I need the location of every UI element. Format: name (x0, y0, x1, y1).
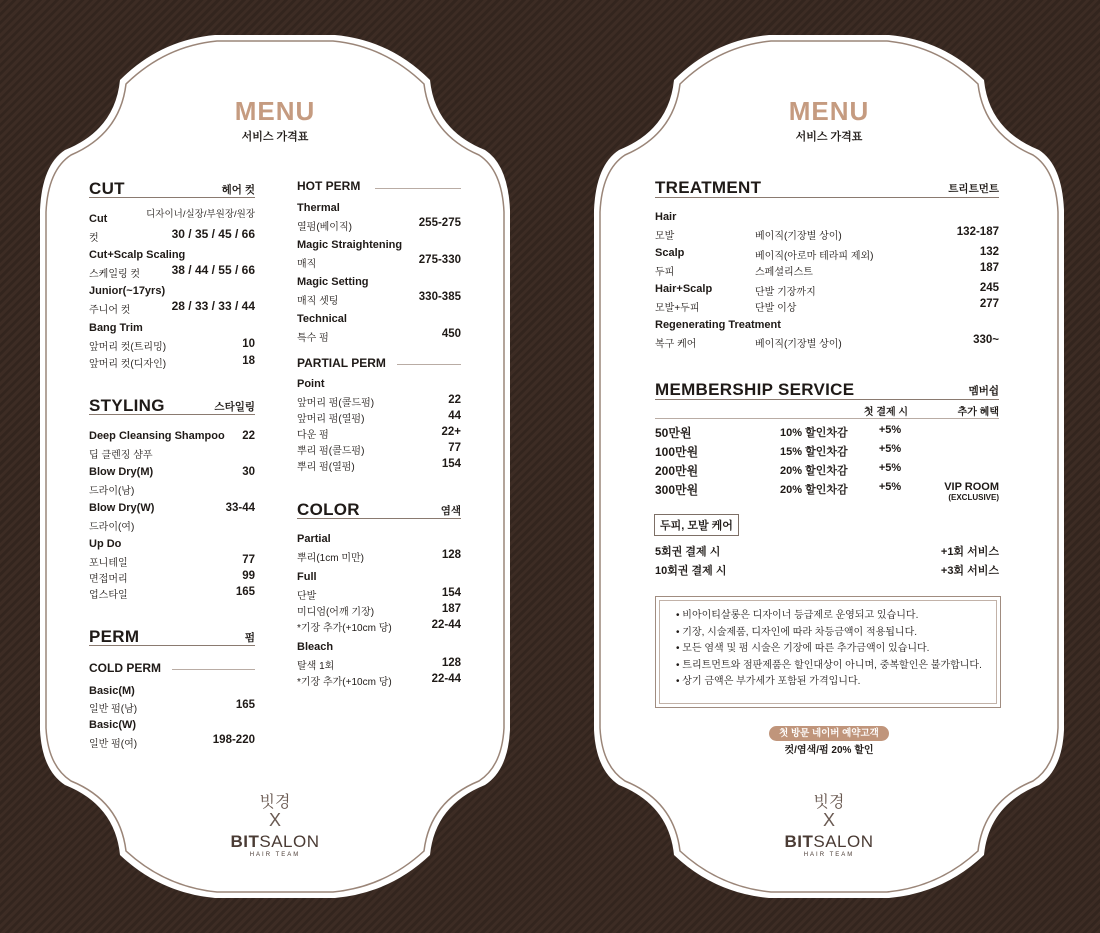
divider (89, 414, 255, 415)
item-kr: 앞머리 펌(콜드펌) (297, 398, 375, 409)
item-price: 44 (448, 410, 461, 422)
hot-perm-heading: HOT PERM (297, 179, 361, 193)
item-price: 38 / 44 / 55 / 66 (171, 263, 255, 277)
cut-heading: CUT (89, 179, 125, 198)
care-option: 10회권 결제 시 (655, 565, 727, 577)
menu-title: MENU (788, 96, 870, 126)
item-kr: 열펌(베이직) (297, 222, 352, 233)
care-benefit: +1회 서비스 (940, 546, 999, 558)
menu-subtitle: 서비스 가격표 (241, 131, 309, 143)
item-kr: 두피 (655, 267, 675, 278)
item-price: 99 (242, 570, 255, 582)
vip-room-note: (EXCLUSIVE) (948, 493, 999, 502)
item-name: Bang Trim (89, 322, 143, 334)
item-price: 22-44 (431, 673, 461, 685)
divider (89, 197, 255, 198)
item-kr: 앞머리 컷(트리밍) (89, 342, 167, 353)
item-kr: 앞머리 컷(디자인) (89, 359, 167, 370)
membership-amount: 100만원 (655, 445, 699, 459)
item-kr: 드라이(여) (89, 522, 135, 533)
item-name: Cut+Scalp Scaling (89, 249, 186, 261)
notice-line: • 트리트먼트와 점판제품은 할인대상이 아니며, 중복할인은 불가합니다. (676, 659, 982, 671)
item-kr: *기장 추가(+10cm 당) (297, 623, 392, 634)
partial-perm-heading: PARTIAL PERM (297, 356, 386, 370)
item-name: Regenerating Treatment (655, 319, 781, 331)
item-kr: 뿌리 펌(열펌) (297, 462, 355, 473)
notice-line: • 모든 염색 및 펌 시술은 기장에 따른 추가금액이 있습니다. (676, 643, 930, 654)
logo-bitsalon: BITSALON (230, 832, 320, 851)
perm-heading: PERM (89, 627, 140, 646)
item-price: 30 (242, 466, 255, 478)
logo-bitsalon: BITSALON (784, 832, 874, 851)
promo-badge: 첫 방문 네이버 예약고객 (769, 726, 889, 741)
item-name: Magic Straightening (297, 239, 403, 251)
item-price: 330~ (973, 334, 999, 346)
col-extra-benefit: 추가 혜택 (957, 407, 999, 418)
item-name: Hair (655, 211, 677, 223)
item-price: 132 (979, 246, 999, 258)
item-price: 128 (441, 657, 461, 669)
designer-ranks: 디자이너/실장/부원장/원장 (146, 209, 255, 220)
divider (172, 669, 255, 670)
membership-discount: 15% 할인차감 (780, 446, 848, 458)
divider (397, 364, 461, 365)
item-price: 165 (235, 699, 255, 711)
item-price: 330-385 (418, 291, 461, 303)
membership-discount: 10% 할인차감 (780, 427, 848, 439)
item-kr: 스케일링 컷 (89, 269, 141, 280)
divider (89, 645, 255, 646)
item-name: Up Do (89, 538, 122, 550)
item-price: 450 (441, 328, 461, 340)
membership-amount: 300만원 (655, 483, 699, 497)
menu-title: MENU (234, 96, 316, 126)
membership-heading-kr: 멤버쉽 (968, 385, 999, 397)
item-name: Partial (297, 533, 331, 545)
care-label: 두피, 모발 케어 (654, 514, 739, 536)
cut-heading-kr: 헤어 컷 (221, 184, 255, 196)
membership-first: +5% (878, 481, 902, 493)
item-name: Blow Dry(M) (89, 466, 154, 478)
item-desc: 베이직(기장별 상이) (755, 339, 842, 350)
divider (655, 197, 999, 198)
item-kr: 매직 셋팅 (297, 296, 339, 307)
item-name: Blow Dry(W) (89, 502, 155, 514)
membership-heading: MEMBERSHIP SERVICE (655, 380, 855, 399)
item-name: Point (297, 378, 325, 390)
item-price: 187 (979, 262, 999, 274)
item-kr: *기장 추가(+10cm 당) (297, 677, 392, 688)
item-kr: 단발 (297, 591, 317, 602)
item-kr: 복구 케어 (655, 339, 697, 350)
item-name: Full (297, 571, 317, 583)
item-kr: 앞머리 펌(열펌) (297, 414, 365, 425)
item-price: 275-330 (418, 254, 461, 266)
logo-x: X (268, 810, 281, 830)
item-name: Basic(W) (89, 719, 137, 731)
menu-panel-right (594, 0, 1064, 933)
item-name: Junior(~17yrs) (89, 285, 166, 297)
care-option: 5회권 결제 시 (655, 546, 721, 558)
item-kr: 일반 펌(여) (89, 739, 138, 750)
item-name: Hair+Scalp (655, 283, 713, 295)
item-name: Technical (297, 313, 347, 325)
item-price: 22+ (441, 426, 461, 438)
item-desc: 단발 이상 (755, 303, 797, 314)
cold-perm-heading: COLD PERM (89, 661, 161, 675)
item-kr: 미디엄(어깨 기장) (297, 607, 375, 618)
item-name: Bleach (297, 641, 334, 653)
membership-amount: 50만원 (655, 426, 692, 440)
item-price: 22 (242, 430, 255, 442)
item-kr: 주니어 컷 (89, 305, 131, 316)
membership-first: +5% (878, 424, 902, 436)
item-price: 187 (441, 603, 461, 615)
item-desc: 단발 기장까지 (755, 287, 816, 298)
item-price: 132-187 (956, 226, 999, 238)
item-kr: 일반 펌(남) (89, 704, 138, 715)
item-price: 277 (979, 298, 999, 310)
promo (594, 723, 1064, 741)
item-kr: 탈색 1회 (297, 661, 335, 672)
item-kr: 매직 (297, 259, 317, 270)
item-price: 77 (448, 442, 461, 454)
perm-heading-kr: 펌 (244, 632, 255, 644)
item-kr: 특수 펌 (297, 333, 329, 344)
item-price: 128 (441, 549, 461, 561)
item-name: Deep Cleansing Shampoo (89, 430, 225, 442)
notice-box (655, 596, 1001, 708)
color-heading-kr: 염색 (440, 505, 461, 517)
item-price: 154 (441, 458, 461, 470)
care-benefit: +3회 서비스 (940, 565, 999, 577)
item-price: 18 (242, 355, 255, 367)
menu-panel-left (40, 0, 510, 933)
item-kr: 모발+두피 (655, 303, 700, 314)
item-price: 28 / 33 / 33 / 44 (171, 299, 255, 313)
promo-text: 컷/염색/펌 20% 할인 (784, 745, 874, 756)
item-name: Scalp (655, 247, 685, 259)
item-desc: 베이직(아로마 테라피 제외) (755, 251, 874, 262)
item-price: 22-44 (431, 619, 461, 631)
notice-line: • 상기 금액은 부가세가 포함된 가격입니다. (676, 676, 861, 687)
treatment-heading: TREATMENT (655, 178, 762, 197)
item-desc: 베이직(기장별 상이) (755, 231, 842, 242)
notice-line: • 비아이티살롱은 디자이너 등급제로 운영되고 있습니다. (676, 610, 919, 621)
item-kr: 뿌리(1cm 미만) (297, 553, 364, 564)
divider (655, 418, 999, 419)
item-price: 198-220 (212, 734, 255, 746)
treatment-heading-kr: 트리트먼트 (948, 183, 999, 195)
logo-korean: 빗경 (259, 794, 291, 811)
item-kr: 포니테일 (89, 558, 128, 569)
item-kr: 딥 클렌징 샴푸 (89, 450, 153, 461)
item-kr: 다운 펌 (297, 430, 329, 441)
menu-subtitle: 서비스 가격표 (795, 131, 863, 143)
membership-discount: 20% 할인차감 (780, 465, 848, 477)
logo-hair-team: HAIR TEAM (249, 852, 301, 858)
notice-line: • 기장, 시술제품, 디자인에 따라 차등금액이 적용됩니다. (676, 626, 918, 638)
color-heading: COLOR (297, 500, 360, 519)
membership-amount: 200만원 (655, 464, 699, 478)
col-first-payment: 첫 결제 시 (863, 407, 909, 418)
item-name: Thermal (297, 202, 340, 214)
item-kr: 컷 (89, 233, 99, 244)
item-price: 22 (448, 394, 461, 406)
item-price: 255-275 (418, 217, 461, 229)
item-kr: 드라이(남) (89, 486, 135, 497)
item-desc: 스페셜리스트 (755, 267, 813, 278)
item-kr: 모발 (655, 231, 675, 242)
membership-first: +5% (878, 443, 902, 455)
logo-hair-team: HAIR TEAM (803, 852, 855, 858)
item-name: Cut (89, 213, 108, 225)
item-price: 33-44 (225, 502, 255, 514)
item-price: 10 (242, 338, 255, 350)
vip-room: VIP ROOM (944, 481, 999, 493)
item-name: Magic Setting (297, 276, 369, 288)
logo-x: X (822, 810, 835, 830)
logo-korean: 빗경 (813, 794, 845, 811)
item-price: 77 (242, 554, 255, 566)
item-name: Basic(M) (89, 685, 135, 697)
item-price: 154 (441, 587, 461, 599)
membership-discount: 20% 할인차감 (780, 484, 848, 496)
item-kr: 뿌리 펌(콜드펌) (297, 446, 365, 457)
item-kr: 업스타일 (89, 590, 128, 601)
divider (375, 188, 461, 189)
item-price: 165 (235, 586, 255, 598)
styling-heading-kr: 스타일링 (214, 401, 255, 413)
item-kr: 면접머리 (89, 574, 128, 585)
item-price: 245 (979, 282, 999, 294)
item-price: 30 / 35 / 45 / 66 (171, 227, 255, 241)
divider (297, 518, 461, 519)
divider (655, 399, 999, 400)
membership-first: +5% (878, 462, 902, 474)
styling-heading: STYLING (89, 396, 165, 415)
